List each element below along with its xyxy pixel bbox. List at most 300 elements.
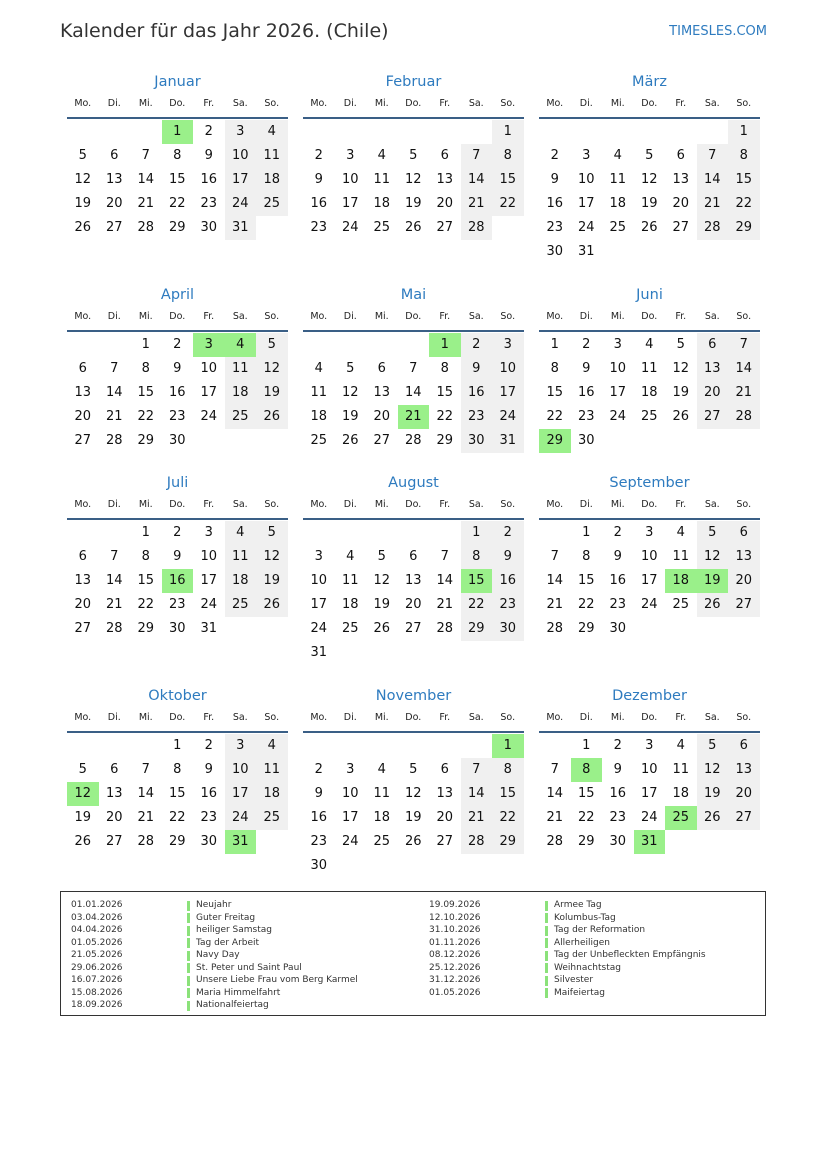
day-cell: 27: [672, 220, 690, 235]
weekday-label: Fr.: [203, 712, 215, 723]
day-cell: 20: [728, 569, 760, 593]
day-cell: 5: [409, 762, 418, 777]
day-cell: 19: [341, 409, 359, 424]
day-cell: 3: [613, 337, 622, 352]
day-cell: 3: [645, 525, 654, 540]
day-cell: 17: [640, 786, 658, 801]
day-cell: 6: [78, 549, 87, 564]
day-cell: 20: [105, 810, 123, 825]
empty-cell: [303, 521, 335, 545]
holiday-name: Maria Himmelfahrt: [196, 987, 281, 998]
day-cell: 20: [404, 597, 422, 612]
day-cell: 27: [436, 220, 454, 235]
day-cell: 21: [105, 409, 123, 424]
day-cell: 21: [436, 597, 454, 612]
day-cell: 5: [78, 762, 87, 777]
day-cell: 6: [110, 762, 119, 777]
day-cell: 23: [461, 405, 493, 429]
holiday-marker: [545, 938, 548, 948]
weekday-label: Sa.: [704, 98, 720, 109]
weekday-label: Sa.: [704, 712, 720, 723]
day-cell: 30: [200, 220, 218, 235]
weekday-label: So.: [736, 712, 752, 723]
day-cell: 23: [492, 593, 524, 617]
weekday-label: Fr.: [675, 98, 687, 109]
day-cell: 24: [577, 220, 595, 235]
holiday-day-cell: 3: [193, 333, 225, 357]
holiday-marker: [187, 988, 190, 998]
holiday-marker: [545, 901, 548, 911]
day-cell: 14: [436, 573, 454, 588]
empty-cell: [335, 521, 367, 545]
day-cell: 23: [310, 834, 328, 849]
weekday-label: Mi.: [610, 712, 625, 723]
weekday-label: So.: [736, 499, 752, 510]
month-april: [67, 285, 288, 453]
month-divider: [303, 117, 524, 119]
day-cell: 14: [728, 357, 760, 381]
day-cell: 30: [461, 429, 493, 453]
month-name: August: [388, 475, 439, 491]
day-cell: 28: [436, 621, 454, 636]
holiday-marker: [187, 938, 190, 948]
weekday-label: Mo.: [74, 311, 92, 322]
weekday-label: Di.: [107, 499, 121, 510]
day-cell: 21: [137, 810, 155, 825]
day-cell: 12: [341, 385, 359, 400]
day-cell: 16: [310, 196, 328, 211]
day-cell: 22: [436, 409, 454, 424]
legend-row: [71, 962, 391, 975]
weekday-label: Sa.: [468, 712, 484, 723]
day-cell: 23: [168, 597, 186, 612]
weekday-label: Mo.: [74, 712, 92, 723]
day-cell: 12: [373, 573, 391, 588]
day-cell: 11: [256, 144, 288, 168]
holiday-date: 18.09.2026: [71, 1000, 123, 1010]
weekday-label: Sa.: [232, 98, 248, 109]
day-cell: 30: [310, 858, 328, 873]
weekday-label: Sa.: [232, 499, 248, 510]
legend-row: [429, 962, 749, 975]
empty-cell: [99, 734, 131, 758]
legend-row: [429, 924, 749, 937]
weekday-header: [539, 96, 760, 112]
day-cell: 3: [645, 738, 654, 753]
day-cell: 14: [697, 168, 729, 192]
day-cell: 6: [409, 549, 418, 564]
legend-row: [71, 999, 391, 1012]
empty-cell: [335, 120, 367, 144]
day-cell: 30: [609, 834, 627, 849]
day-cell: 16: [200, 172, 218, 187]
day-cell: 10: [341, 786, 359, 801]
day-cell: 7: [461, 758, 493, 782]
empty-cell: [366, 521, 398, 545]
legend-row: [71, 974, 391, 987]
day-cell: 24: [310, 621, 328, 636]
day-cell: 9: [613, 762, 622, 777]
day-cell: 18: [225, 381, 257, 405]
day-cell: 14: [461, 168, 493, 192]
day-cell: 4: [256, 120, 288, 144]
day-cell: 11: [341, 573, 359, 588]
holiday-day-cell: 4: [225, 333, 257, 357]
day-cell: 27: [105, 834, 123, 849]
day-cell: 9: [613, 549, 622, 564]
day-cell: 3: [346, 148, 355, 163]
day-cell: 4: [676, 525, 685, 540]
holiday-marker: [187, 976, 190, 986]
day-cell: 8: [492, 144, 524, 168]
day-cell: 19: [256, 381, 288, 405]
day-cell: 7: [110, 361, 119, 376]
day-cell: 1: [582, 525, 591, 540]
day-cell: 4: [346, 549, 355, 564]
brand-link[interactable]: TIMESLES.COM: [669, 24, 767, 39]
holiday-legend: [60, 891, 766, 1016]
holiday-day-cell: 8: [571, 758, 603, 782]
day-cell: 10: [640, 762, 658, 777]
day-cell: 2: [173, 525, 182, 540]
day-cell: 25: [310, 433, 328, 448]
weekday-label: So.: [500, 499, 516, 510]
day-cell: 19: [697, 782, 729, 806]
day-cell: 2: [173, 337, 182, 352]
day-cell: 16: [168, 385, 186, 400]
day-cell: 24: [492, 405, 524, 429]
day-cell: 5: [697, 521, 729, 545]
empty-cell: [303, 120, 335, 144]
day-cell: 16: [492, 569, 524, 593]
holiday-name: Tag der Reformation: [554, 925, 646, 935]
weekday-label: So.: [736, 311, 752, 322]
month-juni: [539, 285, 760, 453]
day-grid: [67, 521, 288, 641]
day-cell: 15: [492, 168, 524, 192]
day-cell: 8: [440, 361, 449, 376]
day-cell: 16: [310, 810, 328, 825]
legend-row: [429, 899, 749, 912]
weekday-label: Fr.: [675, 499, 687, 510]
holiday-date: 01.11.2026: [429, 937, 481, 948]
weekday-label: So.: [500, 311, 516, 322]
day-cell: 12: [256, 545, 288, 569]
holiday-marker: [187, 963, 190, 973]
day-cell: 28: [546, 834, 564, 849]
weekday-label: Sa.: [704, 311, 720, 322]
weekday-label: Mo.: [74, 98, 92, 109]
weekday-header: [67, 96, 288, 112]
empty-cell: [366, 333, 398, 357]
holiday-date: 03.04.2026: [71, 912, 123, 923]
holiday-marker: [545, 988, 548, 998]
day-cell: 8: [492, 758, 524, 782]
holiday-marker: [187, 1001, 190, 1011]
day-cell: 27: [74, 433, 92, 448]
day-cell: 8: [728, 144, 760, 168]
legend-row: [71, 912, 391, 925]
day-cell: 28: [404, 433, 422, 448]
day-cell: 9: [461, 357, 493, 381]
empty-cell: [429, 521, 461, 545]
day-cell: 10: [225, 758, 257, 782]
day-cell: 30: [577, 433, 595, 448]
weekday-label: Di.: [579, 712, 593, 723]
day-cell: 23: [168, 409, 186, 424]
day-cell: 11: [672, 762, 690, 777]
month-januar: [67, 72, 288, 240]
day-cell: 19: [256, 569, 288, 593]
day-grid: [539, 120, 760, 264]
holiday-day-cell: 19: [697, 569, 729, 593]
day-cell: 14: [137, 172, 155, 187]
weekday-label: Mo.: [546, 499, 564, 510]
day-cell: 6: [440, 148, 449, 163]
day-cell: 4: [613, 148, 622, 163]
day-cell: 16: [609, 786, 627, 801]
day-cell: 7: [461, 144, 493, 168]
month-november: [303, 686, 524, 878]
day-cell: 13: [404, 573, 422, 588]
day-cell: 3: [582, 148, 591, 163]
holiday-date: 12.10.2026: [429, 912, 481, 923]
weekday-label: Mi.: [138, 311, 153, 322]
day-cell: 7: [550, 762, 559, 777]
holiday-date: 19.09.2026: [429, 900, 481, 910]
weekday-header: [303, 309, 524, 325]
holiday-date: 01.05.2026: [71, 937, 123, 948]
day-cell: 26: [74, 220, 92, 235]
weekday-label: So.: [736, 98, 752, 109]
day-cell: 25: [672, 597, 690, 612]
day-cell: 17: [492, 381, 524, 405]
day-cell: 20: [728, 782, 760, 806]
month-mai: [303, 285, 524, 453]
day-cell: 27: [373, 433, 391, 448]
month-name: Januar: [154, 74, 201, 90]
empty-cell: [398, 120, 430, 144]
holiday-marker: [187, 901, 190, 911]
weekday-label: Mo.: [74, 499, 92, 510]
empty-cell: [335, 333, 367, 357]
empty-cell: [366, 120, 398, 144]
day-cell: 23: [546, 220, 564, 235]
day-cell: 13: [436, 172, 454, 187]
weekday-label: Di.: [579, 98, 593, 109]
day-cell: 2: [204, 124, 213, 139]
day-cell: 11: [310, 385, 328, 400]
day-cell: 22: [577, 597, 595, 612]
empty-cell: [539, 734, 571, 758]
day-cell: 2: [492, 521, 524, 545]
month-name: Dezember: [612, 688, 687, 704]
day-cell: 11: [373, 172, 391, 187]
day-cell: 8: [141, 361, 150, 376]
weekday-header: [303, 96, 524, 112]
empty-cell: [67, 120, 99, 144]
empty-cell: [571, 120, 603, 144]
day-cell: 12: [697, 545, 729, 569]
holiday-marker: [545, 951, 548, 961]
day-cell: 13: [74, 385, 92, 400]
day-cell: 29: [436, 433, 454, 448]
day-cell: 29: [461, 617, 493, 641]
weekday-label: Mi.: [138, 98, 153, 109]
day-cell: 20: [105, 196, 123, 211]
day-cell: 15: [577, 786, 595, 801]
weekday-label: Fr.: [439, 98, 451, 109]
day-cell: 16: [461, 381, 493, 405]
day-cell: 21: [105, 597, 123, 612]
holiday-day-cell: 21: [398, 405, 430, 429]
day-cell: 19: [640, 196, 658, 211]
day-cell: 18: [225, 569, 257, 593]
holiday-day-cell: 31: [634, 830, 666, 854]
day-cell: 12: [74, 172, 92, 187]
day-cell: 13: [728, 758, 760, 782]
holiday-day-cell: 16: [162, 569, 194, 593]
weekday-label: Mo.: [310, 499, 328, 510]
day-cell: 27: [697, 405, 729, 429]
day-cell: 16: [546, 196, 564, 211]
day-cell: 29: [168, 834, 186, 849]
day-cell: 23: [310, 220, 328, 235]
weekday-label: Sa.: [468, 98, 484, 109]
weekday-label: Mo.: [310, 311, 328, 322]
holiday-date: 15.08.2026: [71, 987, 123, 998]
day-cell: 17: [310, 597, 328, 612]
day-cell: 14: [546, 786, 564, 801]
weekday-label: Mo.: [546, 311, 564, 322]
holiday-name: Nationalfeiertag: [196, 1000, 269, 1010]
holiday-date: 04.04.2026: [71, 925, 123, 935]
weekday-label: Mi.: [374, 98, 389, 109]
day-cell: 17: [200, 573, 218, 588]
day-cell: 3: [492, 333, 524, 357]
day-cell: 18: [373, 196, 391, 211]
day-cell: 19: [404, 196, 422, 211]
month-märz: [539, 72, 760, 264]
day-cell: 11: [373, 786, 391, 801]
day-cell: 25: [341, 621, 359, 636]
empty-cell: [539, 120, 571, 144]
holiday-name: Tag der Unbefleckten Empfängnis: [554, 950, 706, 960]
empty-cell: [461, 734, 493, 758]
day-cell: 25: [256, 806, 288, 830]
day-cell: 1: [141, 337, 150, 352]
day-cell: 14: [546, 573, 564, 588]
weekday-label: Do.: [641, 499, 658, 510]
day-cell: 4: [377, 148, 386, 163]
weekday-label: Do.: [405, 311, 422, 322]
day-cell: 17: [341, 196, 359, 211]
day-cell: 24: [640, 810, 658, 825]
day-cell: 1: [141, 525, 150, 540]
holiday-marker: [545, 913, 548, 923]
day-cell: 19: [74, 810, 92, 825]
day-cell: 26: [373, 621, 391, 636]
day-cell: 27: [728, 806, 760, 830]
holiday-day-cell: 18: [665, 569, 697, 593]
day-grid: [303, 120, 524, 240]
day-cell: 12: [640, 172, 658, 187]
holiday-date: 08.12.2026: [429, 950, 481, 960]
day-cell: 28: [461, 216, 493, 240]
day-cell: 10: [640, 549, 658, 564]
weekday-label: Mo.: [310, 98, 328, 109]
day-cell: 26: [697, 806, 729, 830]
day-cell: 18: [310, 409, 328, 424]
day-cell: 24: [200, 597, 218, 612]
day-cell: 25: [256, 192, 288, 216]
day-cell: 20: [436, 810, 454, 825]
day-cell: 26: [697, 593, 729, 617]
day-cell: 22: [168, 196, 186, 211]
day-cell: 12: [404, 172, 422, 187]
day-cell: 22: [492, 806, 524, 830]
holiday-marker: [545, 926, 548, 936]
weekday-label: Fr.: [203, 98, 215, 109]
day-cell: 26: [672, 409, 690, 424]
day-cell: 26: [404, 220, 422, 235]
day-cell: 26: [256, 405, 288, 429]
day-cell: 24: [225, 806, 257, 830]
day-cell: 2: [582, 337, 591, 352]
month-divider: [67, 117, 288, 119]
holiday-day-cell: 1: [162, 120, 194, 144]
holiday-name: Armee Tag: [554, 900, 602, 910]
month-oktober: [67, 686, 288, 854]
day-grid: [67, 120, 288, 240]
day-cell: 25: [225, 405, 257, 429]
weekday-label: Sa.: [232, 311, 248, 322]
day-cell: 24: [341, 834, 359, 849]
day-cell: 29: [728, 216, 760, 240]
day-cell: 22: [137, 409, 155, 424]
empty-cell: [303, 734, 335, 758]
holiday-name: Kolumbus-Tag: [554, 912, 616, 923]
day-cell: 18: [256, 782, 288, 806]
day-cell: 2: [314, 148, 323, 163]
day-cell: 16: [200, 786, 218, 801]
day-cell: 29: [577, 621, 595, 636]
weekday-label: Di.: [343, 98, 357, 109]
weekday-label: Di.: [579, 499, 593, 510]
day-grid: [303, 734, 524, 878]
day-cell: 28: [461, 830, 493, 854]
day-cell: 3: [204, 525, 213, 540]
weekday-header: [539, 309, 760, 325]
weekday-label: Di.: [107, 311, 121, 322]
holiday-day-cell: 15: [461, 569, 493, 593]
day-cell: 29: [137, 433, 155, 448]
weekday-label: Di.: [579, 311, 593, 322]
holiday-date: 01.01.2026: [71, 900, 123, 910]
day-cell: 26: [640, 220, 658, 235]
legend-row: [429, 912, 749, 925]
empty-cell: [398, 521, 430, 545]
day-cell: 13: [105, 786, 123, 801]
day-cell: 22: [137, 597, 155, 612]
month-name: Mai: [400, 287, 427, 303]
holiday-name: Weihnachtstag: [554, 962, 621, 973]
day-cell: 9: [492, 545, 524, 569]
day-grid: [303, 521, 524, 665]
weekday-label: Sa.: [468, 499, 484, 510]
day-cell: 17: [640, 573, 658, 588]
day-grid: [303, 333, 524, 453]
